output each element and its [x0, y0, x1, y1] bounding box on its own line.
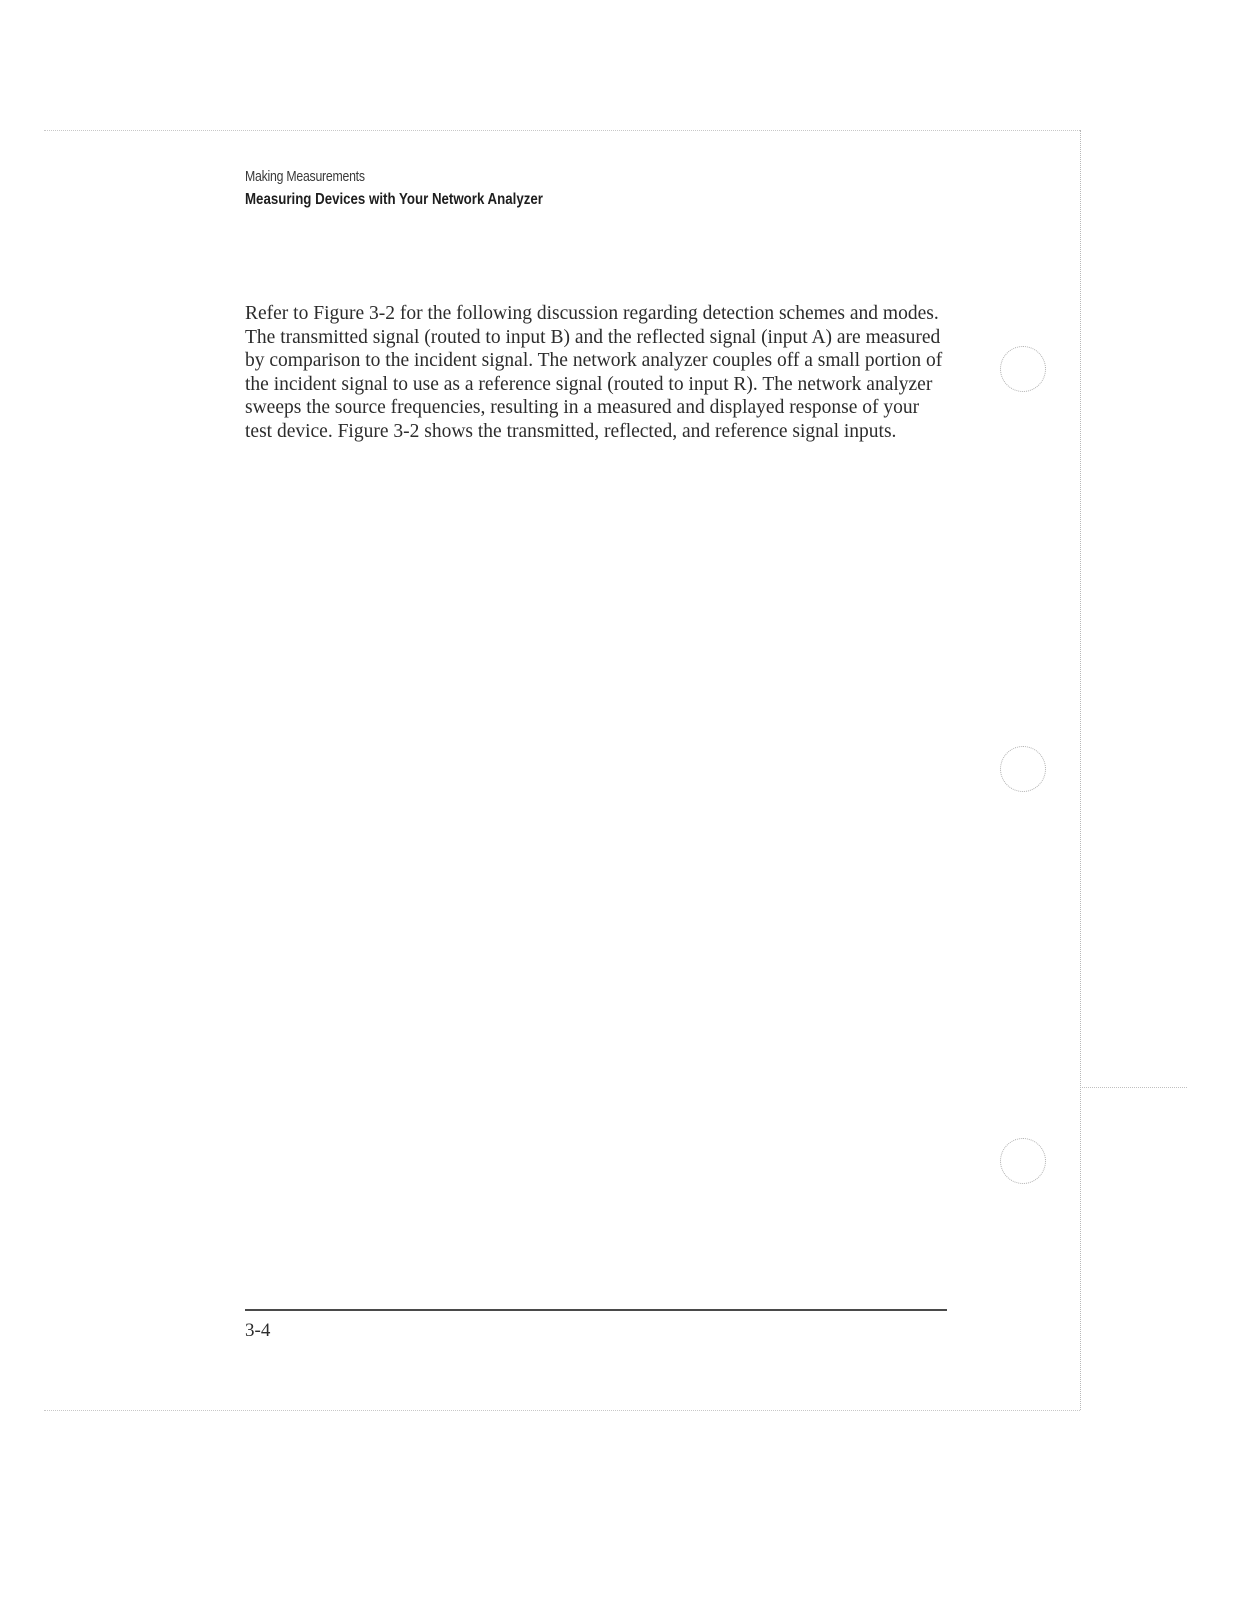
trim-line-right — [1080, 130, 1081, 1410]
binder-hole-icon — [1000, 1138, 1046, 1184]
section-title: Measuring Devices with Your Network Analyzer — [245, 191, 543, 208]
body-paragraph: Refer to Figure 3-2 for the following discussion regarding detection schemes and modes. The transmitted signal (routed to input B) and the reflected signal (input A) are measured by comparison to the incident signal. The network analyzer couples off a small portion of the incident signal to use as a reference signal (routed to input R). The network analyzer sweeps the source frequencies, resulting in a measured and displayed response of your test device. Figure 3-2 shows the transmitted, reflected, and reference signal inputs. — [245, 303, 943, 442]
footer-rule — [245, 1309, 947, 1311]
page-number: 3-4 — [245, 1320, 271, 1341]
binder-hole-icon — [1000, 346, 1046, 392]
trim-line-tab — [1082, 1087, 1187, 1088]
trim-line-bottom — [44, 1410, 1080, 1411]
trim-line-top — [44, 130, 1080, 131]
chapter-title: Making Measurements — [245, 168, 365, 185]
running-header — [245, 166, 604, 212]
binder-hole-icon — [1000, 746, 1046, 792]
